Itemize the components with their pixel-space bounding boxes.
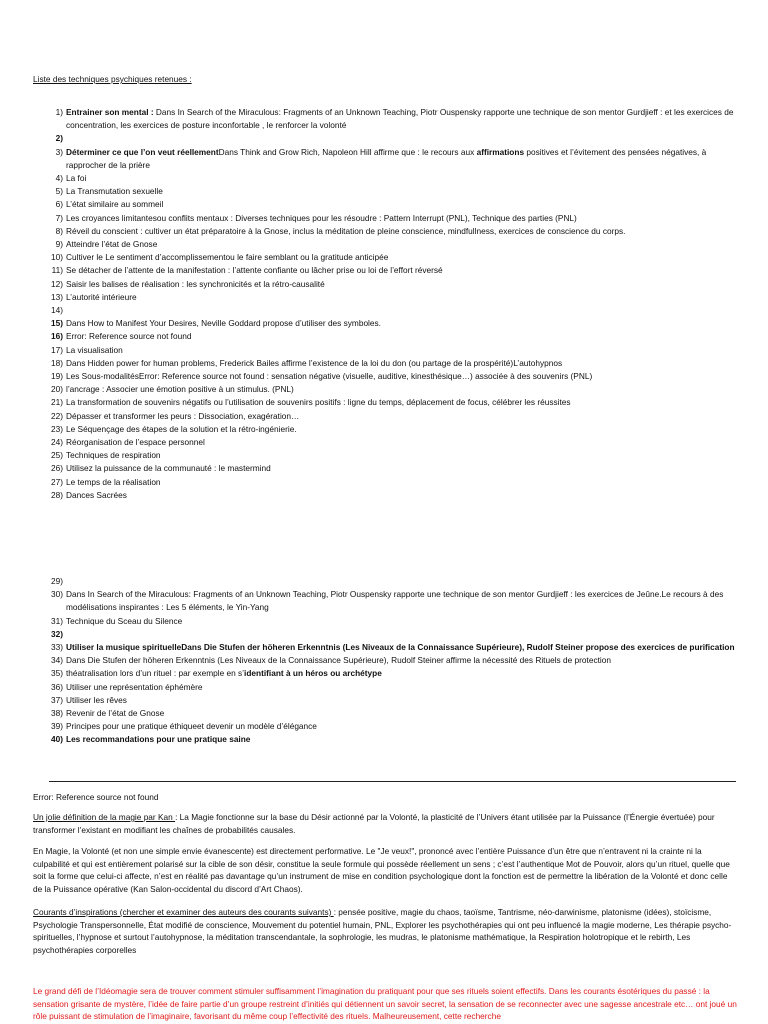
list-item-text: [66, 291, 738, 304]
list-item: [33, 654, 738, 667]
list-item: [33, 212, 738, 225]
list-item-number: 24): [51, 437, 63, 448]
list-item-plain-text: La transformation de souvenirs négatifs ou l’utilisation de souvenirs positifs : ligne du temps, déplacement de focus, célébrer les réussites: [66, 397, 571, 408]
list-item: [33, 278, 738, 291]
list-item-number: 19): [51, 371, 63, 382]
list-item-plain-text: Technique du Sceau du Silence: [66, 615, 183, 626]
list-item-text: [66, 694, 738, 707]
list-item: [33, 733, 738, 746]
list-item-plain-text: Se détacher de l’attente de la manifestation : l’attente confiante ou lâcher prise ou loi de l’effort réversé: [66, 265, 443, 276]
list-item-number: 25): [51, 450, 63, 461]
list-item: [33, 396, 738, 409]
list-item-number: 10): [51, 252, 63, 263]
list-item-text: [66, 681, 738, 694]
list-item-number: 17): [51, 344, 63, 355]
list-item-number: 21): [51, 397, 63, 408]
techniques-list-part-1: [33, 106, 738, 502]
list-item-number: 36): [51, 681, 63, 692]
list-item: [33, 185, 738, 198]
list-item-plain-text: Dans Die Stufen der höheren Erkenntnis (Les Niveaux de la Connaissance Supérieure), Rudolf Steiner affirme la nécessité des Rituels de protection: [66, 655, 611, 666]
list-item-number: 8): [55, 225, 63, 236]
list-item-plain-text: Les croyances limitantesou conflits mentaux : Diverses techniques pour les résoudre : Pattern Interrupt (PNL), Technique des parties (PNL): [66, 212, 577, 223]
list-item-bold-text: affirmations: [476, 146, 525, 157]
definition-text: : La Magie fonctionne sur la base du Désir actionné par la Volonté, la plasticité de l’Univers étant utilisée par la Puissance (l’Énergie évertuée) pour transformer l’existant en modifiant les chaînes de probabilités causales.: [33, 812, 715, 835]
list-item-plain-text: L’autorité intérieure: [66, 291, 137, 302]
list-item-bold-text: Les recommandations pour une pratique saine: [66, 734, 251, 745]
list-item-text: [66, 225, 738, 238]
list-item-number: 14): [51, 305, 63, 316]
inspirations-text: : pensée positive, magie du chaos, taoïsme, Tantrisme, néo-darwinisme, platonisme (idées), stoïcisme, Psychologie Transpersonnelle, État modifié de conscience, Mouvement du potentiel humain, PNL, Explorer les psychothérapies qui ont peu influencé la magie moderne, Les thérapie psycho-spirituelles, l’hypnose et surtout l’autohypnose, la méditation transcendantale, la sophrologie, les mudras, le platonisme mathématique, la Respiration holotropique et le rebirth, Les psychothérapies corporelles: [33, 907, 732, 955]
list-item-plain-text: Utilisez la puissance de la communauté : le mastermind: [66, 463, 271, 474]
list-item-text: [66, 185, 738, 198]
list-item-number: 32): [51, 628, 63, 639]
list-item-plain-text: Réveil du conscient : cultiver un état préparatoire à la Gnose, inclus la méditation de pleine conscience, mindfullness, exercices de conscience du corps.: [66, 225, 626, 236]
list-item-number: 1): [55, 107, 63, 117]
magic-definition-paragraph: [33, 811, 737, 836]
list-item: [33, 330, 738, 343]
list-item-plain-text: Le Séquençage des étapes de la solution et la rétro-ingénierie.: [66, 423, 297, 434]
list-item-number: 30): [51, 589, 63, 600]
list-item-plain-text: Dances Sacrées: [66, 489, 127, 500]
list-item: [33, 615, 738, 628]
list-item-number: 15): [51, 318, 63, 329]
list-item-number: 9): [55, 239, 63, 250]
list-item-text: [66, 238, 738, 251]
list-item: [33, 106, 738, 132]
list-item-number: 18): [51, 357, 63, 368]
list-item: [33, 476, 738, 489]
list-item-plain-text: positives et l’évitement des pensées négatives, à rapprocher de la prière: [66, 146, 707, 170]
list-item-text: [66, 436, 738, 449]
list-item-number: 40): [51, 734, 63, 745]
list-item-text: [66, 641, 738, 654]
error-reference-line: Error: Reference source not found: [33, 792, 159, 802]
list-item: [33, 628, 738, 641]
list-item-plain-text: Les Sous-modalitésError: Reference source not found : sensation négative (visuelle, auditive, kinesthésique…) associée à des souvenirs (PNL): [66, 371, 593, 382]
list-item-plain-text: Atteindre l’état de Gnose: [66, 239, 158, 250]
list-item-text: [66, 575, 738, 588]
list-item: [33, 462, 738, 475]
list-item-text: [66, 317, 738, 330]
list-item: [33, 707, 738, 720]
list-item-number: 5): [55, 186, 63, 197]
list-item-text: [66, 370, 738, 383]
list-item-text: [66, 707, 738, 720]
list-item-plain-text: Le temps de la réalisation: [66, 476, 161, 487]
list-item-text: [66, 423, 738, 436]
list-item-text: [66, 146, 738, 172]
list-item-number: 13): [51, 291, 63, 302]
list-item-number: 20): [51, 384, 63, 395]
list-item: [33, 317, 738, 330]
list-item-plain-text: Dépasser et transformer les peurs : Dissociation, exagération…: [66, 410, 300, 421]
list-item: [33, 172, 738, 185]
list-item-plain-text: La visualisation: [66, 344, 123, 355]
list-item-plain-text: Dans How to Manifest Your Desires, Neville Goddard propose d’utiliser des symboles.: [66, 318, 381, 329]
list-item: [33, 264, 738, 277]
list-item-plain-text: Error: Reference source not found: [66, 331, 192, 342]
list-item-text: [66, 304, 738, 317]
list-item: [33, 370, 738, 383]
list-item-plain-text: La Transmutation sexuelle: [66, 186, 163, 197]
list-item-text: [66, 628, 738, 641]
list-item-text: [66, 667, 738, 680]
list-item-text: [66, 588, 738, 614]
list-item: [33, 146, 738, 172]
list-item-plain-text: Revenir de l’état de Gnose: [66, 708, 165, 719]
list-item-text: [66, 449, 738, 462]
list-item-text: [66, 172, 738, 185]
list-item-text: [66, 720, 738, 733]
list-item: [33, 588, 738, 614]
list-item: [33, 436, 738, 449]
list-item-text: [66, 330, 738, 343]
list-item-text: [66, 615, 738, 628]
inspirations-label: Courants d’inspirations (chercher et examiner des auteurs des courants suivants): [33, 907, 334, 917]
list-item-number: 3): [55, 146, 63, 157]
list-item-text: [66, 344, 738, 357]
list-item: [33, 357, 738, 370]
list-item-text: [66, 396, 738, 409]
list-item-plain-text: Utiliser une représentation éphémère: [66, 681, 203, 692]
list-item: [33, 304, 738, 317]
list-item-text: [66, 489, 738, 502]
list-item-text: [66, 654, 738, 667]
list-item-text: [66, 106, 738, 132]
list-item-plain-text: Dans Think and Grow Rich, Napoleon Hill affirme que : le recours aux: [218, 146, 477, 157]
list-item-number: 12): [51, 278, 63, 289]
list-item: [33, 225, 738, 238]
list-item-plain-text: L’état similaire au sommeil: [66, 199, 164, 210]
list-item: [33, 238, 738, 251]
list-item-plain-text: théatralisation lors d’un rituel : par exemple en s’: [66, 668, 245, 679]
list-item-number: 11): [51, 265, 63, 276]
ideomagie-challenge-paragraph: Le grand défi de l’Idéomagie sera de trouver comment stimuler suffisamment l’imagination du pratiquant pour que ses rituels soient effectifs. Dans les courants ésotériques du passé : la sensation grisante de mystère, l’idée de faire partie d’un groupe restreint d’initiés qui détiennent un savoir secret, la sensation de se reconnecter avec une sagesse ancestrale etc… ont joué un rôle puissant de stimulation de l’imaginaire, favorisant du même coup l’effectivité des rituels. Malheureusement, cette recherche: [33, 986, 737, 1022]
list-item-number: 28): [51, 489, 63, 500]
list-item-number: 38): [51, 708, 63, 719]
list-item: [33, 132, 738, 145]
list-item-plain-text: Techniques de respiration: [66, 450, 161, 461]
list-item-number: 22): [51, 410, 63, 421]
list-item: [33, 291, 738, 304]
list-item: [33, 251, 738, 264]
list-item-plain-text: Principes pour une pratique éthiqueet devenir un modèle d’élégance: [66, 721, 317, 732]
techniques-list-part-2: [33, 575, 738, 747]
list-item-number: 26): [51, 463, 63, 474]
list-item-text: [66, 251, 738, 264]
list-item: [33, 641, 738, 654]
list-item-text: [66, 476, 738, 489]
list-heading: Liste des techniques psychiques retenues :: [33, 74, 192, 84]
list-item-text: [66, 357, 738, 370]
list-item: [33, 720, 738, 733]
list-item-plain-text: Dans In Search of the Miraculous: Fragments of an Unknown Teaching, Piotr Ouspensky rapporte une technique de son mentor Gurdjieff : et les exercices de concentration, les exercices de posture inconfortable , le renforcer la volonté: [66, 107, 734, 131]
list-item-text: [66, 132, 738, 145]
list-item: [33, 694, 738, 707]
list-item-number: 6): [55, 199, 63, 210]
list-item: [33, 198, 738, 211]
list-item-number: 2): [55, 133, 63, 144]
list-item-bold-text: Utiliser la musique spirituelleDans Die Stufen der höheren Erkenntnis (Les Niveaux de la Connaissance Supérieure), Rudolf Steiner propose des exercices de purification: [66, 642, 735, 653]
list-item-plain-text: Réorganisation de l’espace personnel: [66, 437, 205, 448]
list-item-text: [66, 383, 738, 396]
list-item-bold-text: Déterminer ce que l’on veut réellement: [66, 146, 219, 157]
list-item-text: [66, 264, 738, 277]
list-item: [33, 344, 738, 357]
section-divider: [49, 781, 736, 782]
list-item-text: [66, 733, 738, 746]
list-item-number: 33): [51, 642, 63, 653]
list-item: [33, 667, 738, 680]
list-item-number: 31): [51, 615, 63, 626]
list-item-number: 7): [55, 212, 63, 223]
list-item-number: 39): [51, 721, 63, 732]
list-item-plain-text: Dans In Search of the Miraculous: Fragments of an Unknown Teaching, Piotr Ouspensky rapporte une technique de son mentor Gurdjieff : les exercices de Jeûne.Le recours à des modélisations inspirantes : Les 5 éléments, le Yin-Yang: [66, 589, 724, 613]
list-item: [33, 575, 738, 588]
list-item-number: 34): [51, 655, 63, 666]
list-item-text: [66, 278, 738, 291]
list-item: [33, 410, 738, 423]
list-item-number: 23): [51, 423, 63, 434]
list-item-number: 29): [51, 576, 63, 586]
list-item-text: [66, 212, 738, 225]
list-item-text: [66, 410, 738, 423]
list-item-plain-text: La foi: [66, 173, 87, 184]
list-item: [33, 449, 738, 462]
volonte-paragraph: En Magie, la Volonté (et non une simple envie évanescente) est directement performative. Le "Je veux!", prononcé avec l’entière Puissance d’un être que n’entravent ni la crainte ni la culpabilité et qui est entièrement polarisé sur la cible de son désir, constitue la seule formule qui possède réellement un sens ; c’est l’authentique Mot de Pouvoir, alors qu’un rituel, quelle que soit la forme que celui-ci affecte, n’est en réalité pas davantage qu’un instrument de mise en condition psychologique dont la fonction est de permettre la libération de la Volonté et donc celle de la Puissance opérative (Kan Salon-occidental du discord d’Art Chaos).: [33, 846, 730, 894]
list-item-plain-text: Utiliser les rêves: [66, 694, 127, 705]
list-item: [33, 423, 738, 436]
list-item-plain-text: Saisir les balises de réalisation : les synchronicités et la rétro-causalité: [66, 278, 325, 289]
list-item-bold-text: Entrainer son mental :: [66, 107, 154, 117]
list-item: [33, 489, 738, 502]
list-item-plain-text: Cultiver le Le sentiment d’accomplissementou le faire semblant ou la gratitude anticipée: [66, 252, 389, 263]
list-item-number: 27): [51, 476, 63, 487]
definition-label: Un jolie définition de la magie par Kan: [33, 812, 176, 822]
list-item-number: 37): [51, 694, 63, 705]
list-item: [33, 681, 738, 694]
list-item-text: [66, 462, 738, 475]
list-item-number: 4): [55, 173, 63, 184]
list-item: [33, 383, 738, 396]
list-item-text: [66, 198, 738, 211]
list-item-number: 16): [51, 331, 63, 342]
inspirations-paragraph: [33, 906, 737, 956]
list-item-bold-text: identifiant à un héros ou archétype: [244, 668, 382, 679]
list-item-number: 35): [51, 668, 63, 679]
list-item-plain-text: l’ancrage : Associer une émotion positive à un stimulus. (PNL): [66, 384, 294, 395]
list-item-plain-text: Dans Hidden power for human problems, Frederick Bailes affirme l’existence de la loi du don (ou partage de la prospérité)L’autohypnos: [66, 357, 563, 368]
